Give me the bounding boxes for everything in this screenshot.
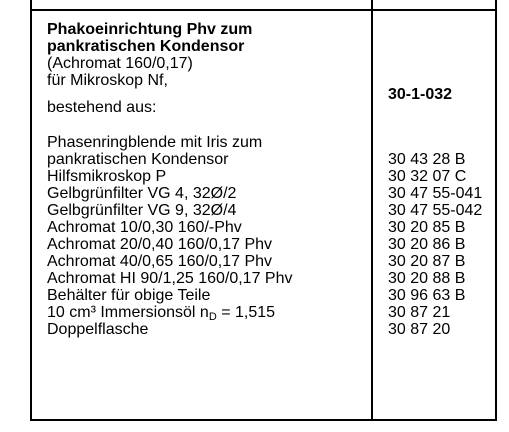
item-text — [47, 304, 275, 321]
item-text: Achromat 20/0,40 160/0,17 Phv — [47, 236, 273, 253]
item-text: Phasenringblende mit Iris zum — [47, 134, 263, 151]
table-rule-top — [30, 9, 497, 11]
item-code: 30 20 85 B — [388, 219, 466, 236]
item-code: 30 47 55-042 — [388, 202, 483, 219]
item-text: Gelbgrünfilter VG 4, 32Ø/2 — [47, 185, 237, 202]
item-code: 30 20 86 B — [388, 236, 466, 253]
title-line-2: pankratischen Kondensor — [47, 38, 245, 55]
item-code: 30 47 55-041 — [388, 185, 483, 202]
item-code: 30 32 07 C — [388, 168, 467, 185]
subtitle-line-2: für Mikroskop Nf, — [47, 72, 168, 89]
table-rule-right — [495, 0, 497, 421]
item-code: 30 87 20 — [388, 321, 451, 338]
table-rule-middle — [371, 0, 373, 421]
subtitle-line-1: (Achromat 160/0,17) — [47, 55, 193, 72]
table-rule-bottom — [30, 419, 497, 421]
item-text: Achromat 10/0,30 160/-Phv — [47, 219, 242, 236]
item-text: pankratischen Kondensor — [47, 151, 229, 168]
table-rule-left — [30, 0, 32, 421]
main-article-code: 30-1-032 — [388, 86, 453, 103]
item-text-part: 10 cm³ Immersionsöl n — [47, 304, 209, 321]
item-text-subscript: D — [208, 311, 217, 323]
item-text: Gelbgrünfilter VG 9, 32Ø/4 — [47, 202, 237, 219]
item-text: Achromat HI 90/1,25 160/0,17 Phv — [47, 270, 293, 287]
item-text: Achromat 40/0,65 160/0,17 Phv — [47, 253, 273, 270]
item-code: 30 87 21 — [388, 304, 451, 321]
consists-label: bestehend aus: — [47, 99, 157, 116]
item-code: 30 20 88 B — [388, 270, 466, 287]
title-line-1: Phakoeinrichtung Phv zum — [47, 21, 253, 38]
item-code: 30 43 28 B — [388, 151, 466, 168]
item-text: Doppelflasche — [47, 321, 149, 338]
item-text: Hilfsmikroskop P — [47, 168, 167, 185]
item-code: 30 20 87 B — [388, 253, 466, 270]
item-text-part: = 1,515 — [216, 304, 276, 321]
item-text: Behälter für obige Teile — [47, 287, 211, 304]
item-code: 30 96 63 B — [388, 287, 466, 304]
